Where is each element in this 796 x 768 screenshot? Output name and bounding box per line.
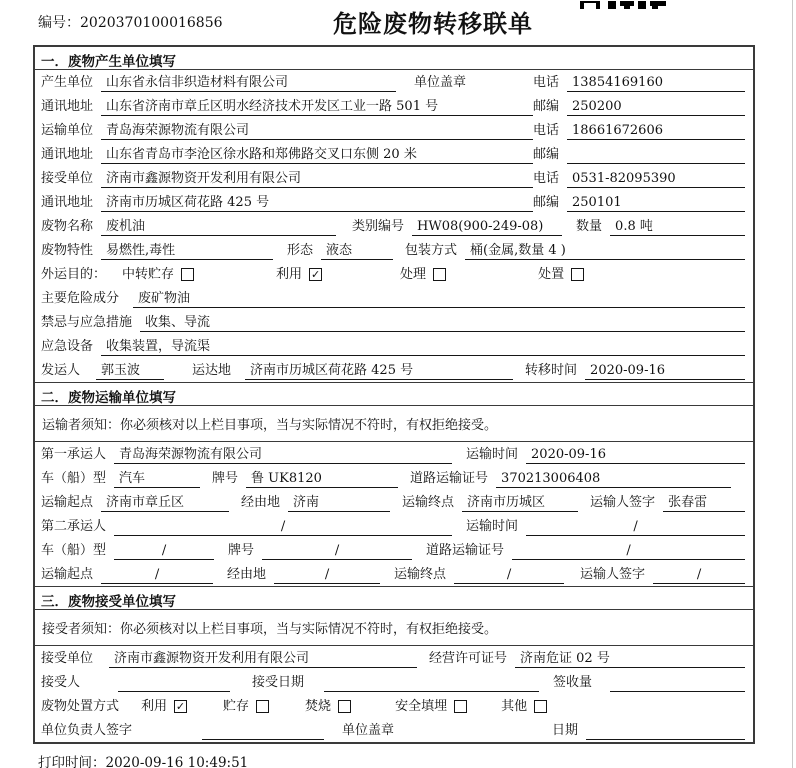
phone-label: 电话 — [533, 123, 560, 138]
zip-value: 250101 — [567, 193, 745, 212]
transfer-form — [33, 45, 755, 744]
row-waste-name — [35, 214, 753, 238]
responsible-sign-label: 单位负责人签字 — [41, 723, 133, 738]
category-code-label: 类别编号 — [352, 219, 405, 234]
checkbox-transit-storage — [181, 268, 194, 281]
plate-label: 牌号 — [212, 471, 239, 486]
transport-time-value: / — [526, 517, 745, 536]
print-time-value: 2020-09-16 10:49:51 — [105, 755, 249, 768]
taboo-measures-label: 禁忌与应急措施 — [41, 315, 133, 330]
print-time-label: 打印时间： — [38, 755, 106, 768]
phone-label: 电话 — [533, 171, 560, 186]
carrier1-label: 第一承运人 — [41, 447, 107, 462]
row-sender — [35, 358, 753, 382]
zip-group — [533, 97, 745, 116]
transport-time-label: 运输时间 — [466, 519, 519, 534]
unit-seal-label: 单位盖章 — [342, 723, 395, 738]
address-label: 通讯地址 — [41, 195, 94, 210]
checkbox-treat — [433, 268, 446, 281]
waste-property-label: 废物特性 — [41, 243, 94, 258]
row-receive-unit-2 — [35, 646, 753, 670]
carrier2-value: / — [114, 517, 452, 536]
taboo-measures-value: 收集、导流 — [140, 313, 745, 332]
option-dispose: 处置 — [538, 267, 565, 282]
qr-code-icon — [580, 0, 666, 10]
print-time — [38, 751, 248, 768]
received-amount-label: 签收量 — [553, 675, 593, 690]
carrier2-label: 第二承运人 — [41, 519, 107, 534]
row-vehicle-1 — [35, 466, 753, 490]
address-value: 济南市历城区荷花路 425 号 — [101, 193, 533, 212]
route-end-value: / — [454, 565, 564, 584]
route-start-value: 济南市章丘区 — [101, 493, 229, 512]
option-incinerate: 焚烧 — [305, 699, 332, 714]
transporter-sign-label: 运输人签字 — [590, 495, 656, 510]
zip-value — [567, 145, 745, 164]
road-permit-label: 道路运输证号 — [426, 543, 505, 558]
address-value: 山东省青岛市李沧区徐水路和郑佛路交叉口东侧 20 米 — [101, 145, 533, 164]
zip-label: 邮编 — [533, 147, 560, 162]
checkbox-landfill — [454, 700, 467, 713]
vehicle-type-value: / — [114, 541, 214, 560]
hazard-component-label: 主要危险成分 — [41, 291, 120, 306]
sender-label: 发运人 — [41, 363, 81, 378]
checkbox-dispose — [571, 268, 584, 281]
zip-group — [533, 145, 745, 164]
road-permit-label: 道路运输证号 — [410, 471, 489, 486]
route-end-label: 运输终点 — [394, 567, 447, 582]
option-other: 其他 — [501, 699, 528, 714]
page-edge-line — [792, 0, 793, 768]
checkbox-utilize: ✓ — [175, 700, 186, 713]
row-vehicle-2 — [35, 538, 753, 562]
produce-unit-value: 山东省永信非织造材料有限公司 — [101, 73, 396, 92]
receive-unit-value: 济南市鑫源物资开发利用有限公司 — [101, 169, 533, 188]
row-taboo-measures — [35, 310, 753, 334]
license-label: 经营许可证号 — [429, 651, 508, 666]
license-value: 济南危证 02 号 — [515, 649, 745, 668]
checkbox-incinerate — [338, 700, 351, 713]
serial-label: 编号： — [38, 15, 80, 31]
route-start-value: / — [101, 565, 213, 584]
phone-label: 电话 — [533, 75, 560, 90]
receive-date-label: 接受日期 — [252, 675, 305, 690]
row-disposal-method — [35, 694, 753, 718]
phone-value: 0531-82095390 — [567, 169, 745, 188]
via-label: 经由地 — [227, 567, 267, 582]
row-address-3 — [35, 190, 753, 214]
qr-code-fragment — [580, 1, 666, 11]
row-hazard-component — [35, 286, 753, 310]
route-start-label: 运输起点 — [41, 567, 94, 582]
waste-name-label: 废物名称 — [41, 219, 94, 234]
vehicle-type-value: 汽车 — [114, 469, 200, 488]
row-waste-property — [35, 238, 753, 262]
emergency-equipment-label: 应急设备 — [41, 339, 94, 354]
receive-unit-label: 接受单位 — [41, 651, 94, 666]
sender-value: 郭玉波 — [96, 361, 164, 380]
receiver-value — [118, 673, 230, 692]
section3-heading: 三．废物接受单位填写 — [35, 586, 753, 610]
disposal-method-label: 废物处置方式 — [41, 699, 120, 714]
transport-unit-value: 青岛海荣源物流有限公司 — [101, 121, 533, 140]
checkbox-utilize: ✓ — [310, 268, 321, 281]
plate-value: 鲁 UK8120 — [246, 469, 398, 488]
phone-group — [533, 121, 745, 140]
address-label: 通讯地址 — [41, 99, 94, 114]
page-title: 危险废物转移联单 — [333, 9, 533, 38]
address-label: 通讯地址 — [41, 147, 94, 162]
via-label: 经由地 — [241, 495, 281, 510]
unit-seal-label: 单位盖章 — [414, 75, 467, 90]
row-route-2 — [35, 562, 753, 586]
zip-label: 邮编 — [533, 99, 560, 114]
option-utilize: 利用 — [141, 699, 168, 714]
section2-heading: 二．废物运输单位填写 — [35, 382, 753, 406]
checkbox-other — [534, 700, 547, 713]
row-emergency-equipment — [35, 334, 753, 358]
row-receive-unit — [35, 166, 753, 190]
section1-heading: 一．废物产生单位填写 — [35, 47, 753, 70]
transport-time-value: 2020-09-16 — [526, 445, 745, 464]
transporter-notice: 运输者须知：你必须核对以上栏目事项，当与实际情况不符时，有权拒绝接受。 — [35, 406, 753, 442]
row-produce-unit — [35, 70, 753, 94]
receive-unit-label: 接受单位 — [41, 171, 94, 186]
date-value — [586, 721, 745, 740]
hazard-component-value: 废矿物油 — [133, 289, 745, 308]
phone-value: 18661672606 — [567, 121, 745, 140]
zip-value: 250200 — [567, 97, 745, 116]
road-permit-value: 370213006408 — [496, 469, 731, 488]
row-address-2 — [35, 142, 753, 166]
row-route-1 — [35, 490, 753, 514]
received-amount-value — [610, 673, 745, 692]
carrier1-value: 青岛海荣源物流有限公司 — [114, 445, 452, 464]
zip-group — [533, 193, 745, 212]
category-code-value: HW08(900-249-08) — [412, 217, 562, 236]
packaging-value: 桶(金属,数量 4 ) — [465, 241, 745, 260]
receiver-label: 接受人 — [41, 675, 81, 690]
transporter-sign-value: 张春雷 — [663, 493, 745, 512]
serial-value: 2020370100016856 — [80, 15, 223, 31]
transporter-sign-label: 运输人签字 — [580, 567, 646, 582]
quantity-label: 数量 — [576, 219, 603, 234]
plate-label: 牌号 — [228, 543, 255, 558]
purpose-label: 外运目的： — [41, 267, 107, 282]
vehicle-type-label: 车（船）型 — [41, 471, 107, 486]
waste-name-value: 废机油 — [101, 217, 336, 236]
option-treat: 处理 — [400, 267, 427, 282]
row-address-1 — [35, 94, 753, 118]
zip-label: 邮编 — [533, 195, 560, 210]
option-landfill: 安全填埋 — [395, 699, 448, 714]
phone-group — [533, 169, 745, 188]
row-transport-unit — [35, 118, 753, 142]
date-label: 日期 — [552, 723, 579, 738]
route-end-value: 济南市历城区 — [462, 493, 578, 512]
route-end-label: 运输终点 — [402, 495, 455, 510]
option-storage: 贮存 — [223, 699, 250, 714]
transporter-sign-value: / — [653, 565, 745, 584]
phone-group — [533, 73, 745, 92]
responsible-sign-value — [202, 721, 324, 740]
produce-unit-label: 产生单位 — [41, 75, 94, 90]
receive-date-value — [324, 673, 539, 692]
row-receiver — [35, 670, 753, 694]
row-carrier-1 — [35, 442, 753, 466]
via-value: / — [274, 565, 380, 584]
waste-property-value: 易燃性,毒性 — [101, 241, 273, 260]
road-permit-value: / — [512, 541, 745, 560]
quantity-value: 0.8 吨 — [610, 217, 745, 236]
plate-value: / — [262, 541, 412, 560]
address-value: 山东省济南市章丘区明水经济技术开发区工业一路 501 号 — [101, 97, 533, 116]
option-utilize: 利用 — [276, 267, 303, 282]
row-responsible-sign — [35, 718, 753, 742]
transport-unit-label: 运输单位 — [41, 123, 94, 138]
option-transit-storage: 中转贮存 — [122, 267, 175, 282]
row-carrier-2 — [35, 514, 753, 538]
transfer-date-label: 转移时间 — [525, 363, 578, 378]
packaging-label: 包装方式 — [405, 243, 458, 258]
vehicle-type-label: 车（船）型 — [41, 543, 107, 558]
row-transfer-purpose — [35, 262, 753, 286]
receiver-notice: 接受者须知：你必须核对以上栏目事项，当与实际情况不符时，有权拒绝接受。 — [35, 610, 753, 646]
form-state-value: 液态 — [321, 241, 393, 260]
destination-value: 济南市历城区荷花路 425 号 — [245, 361, 513, 380]
destination-label: 运达地 — [192, 363, 232, 378]
phone-value: 13854169160 — [567, 73, 745, 92]
emergency-equipment-value: 收集装置，导流渠 — [101, 337, 745, 356]
transport-time-label: 运输时间 — [466, 447, 519, 462]
checkbox-storage — [256, 700, 269, 713]
via-value: 济南 — [288, 493, 390, 512]
transfer-date-value: 2020-09-16 — [585, 361, 745, 380]
form-state-label: 形态 — [287, 243, 314, 258]
route-start-label: 运输起点 — [41, 495, 94, 510]
receive-unit-value: 济南市鑫源物资开发利用有限公司 — [109, 649, 417, 668]
